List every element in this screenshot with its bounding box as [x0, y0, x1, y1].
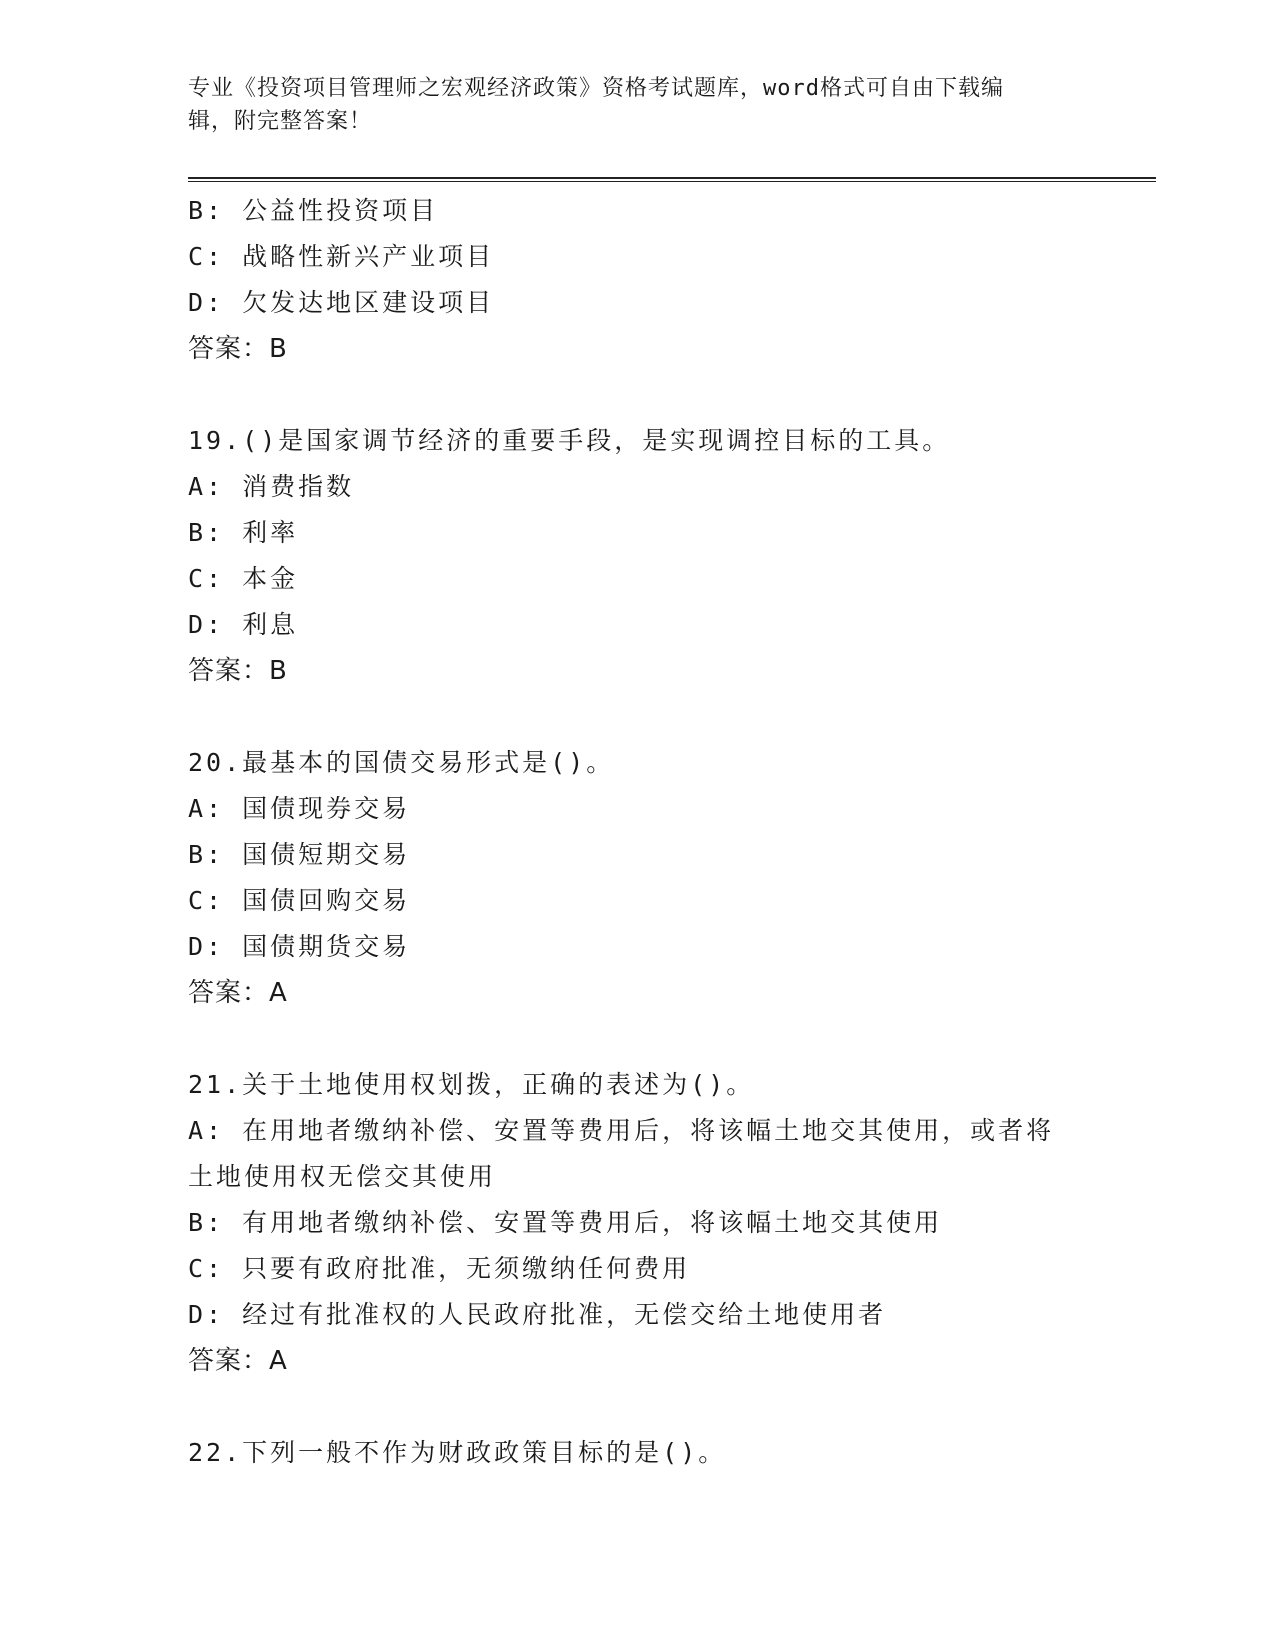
option-d: D: 欠发达地区建设项目	[188, 288, 495, 317]
question-block-22	[188, 1430, 1088, 1476]
option-d: D: 经过有批准权的人民政府批准，无偿交给土地使用者	[188, 1300, 887, 1329]
option-c: C: 只要有政府批准，无须缴纳任何费用	[188, 1254, 691, 1283]
answer-line: 答案：B	[188, 656, 288, 686]
spacer	[188, 1384, 1088, 1430]
option-c: C: 本金	[188, 564, 299, 593]
option-a: A: 消费指数	[188, 472, 355, 501]
answer-line: 答案：A	[188, 1346, 288, 1376]
option-b: B: 公益性投资项目	[188, 196, 439, 225]
option-a: A: 国债现券交易	[188, 794, 411, 823]
option-a: A: 在用地者缴纳补偿、安置等费用后，将该幅土地交其使用，或者将	[188, 1116, 1055, 1145]
answer-line: 答案：B	[188, 334, 288, 364]
option-b: B: 利率	[188, 518, 299, 547]
header-line-2: 辑，附完整答案！	[188, 109, 373, 134]
question-text: 19.()是国家调节经济的重要手段，是实现调控目标的工具。	[188, 426, 951, 455]
question-block-21	[188, 1062, 1088, 1384]
option-d: D: 利息	[188, 610, 299, 639]
spacer	[188, 694, 1088, 740]
option-b: B: 国债短期交易	[188, 840, 411, 869]
spacer	[188, 1016, 1088, 1062]
option-c: C: 国债回购交易	[188, 886, 411, 915]
option-d: D: 国债期货交易	[188, 932, 411, 961]
document-header	[188, 72, 1068, 138]
header-line-1: 专业《投资项目管理师之宏观经济政策》资格考试题库，word格式可自由下载编	[188, 76, 1004, 101]
option-a-continued: 土地使用权无偿交其使用	[188, 1162, 497, 1191]
option-c: C: 战略性新兴产业项目	[188, 242, 495, 271]
question-text: 21.关于土地使用权划拨，正确的表述为()。	[188, 1070, 755, 1099]
question-text: 22.下列一般不作为财政政策目标的是()。	[188, 1438, 727, 1467]
header-divider	[188, 177, 1156, 182]
answer-line: 答案：A	[188, 978, 288, 1008]
spacer	[188, 372, 1088, 418]
question-block-19	[188, 418, 1088, 694]
question-block-18	[188, 188, 1088, 372]
question-text: 20.最基本的国债交易形式是()。	[188, 748, 615, 777]
question-block-20	[188, 740, 1088, 1016]
question-list	[188, 188, 1088, 1476]
option-b: B: 有用地者缴纳补偿、安置等费用后，将该幅土地交其使用	[188, 1208, 943, 1237]
